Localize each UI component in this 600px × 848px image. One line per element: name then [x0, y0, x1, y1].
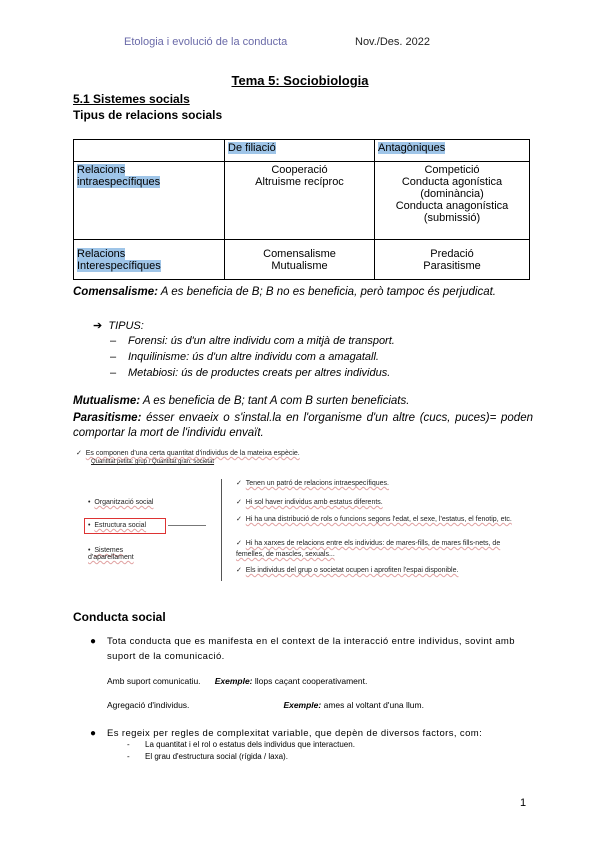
- page-number: 1: [520, 797, 527, 809]
- tipus-label: ➔ TIPUS:: [93, 320, 144, 332]
- figure-left-item: • Organització social: [88, 499, 154, 506]
- page-title: Tema 5: Sociobiologia: [231, 73, 369, 88]
- table-row-label: Relacions intraespecífiques: [74, 162, 225, 240]
- figure-right-item: ✓ Hi ha una distribució de rols o funcions segons l'edat, el sexe, l'estatus, el fenotip, etc.: [236, 516, 512, 523]
- table-col-header: De filiació: [225, 140, 375, 162]
- list-item: - El grau d'estructura social (rígida / laxa).: [127, 752, 288, 761]
- figure-right-item: ✓ Els individus del grup o societat ocupen i aprofiten l'espai disponible.: [236, 567, 459, 574]
- bullet-icon: ●: [90, 636, 97, 647]
- list-item: ● Tota conducta que es manifesta en el context de la interacció entre individus, sovint amb suport de la comunicació.: [90, 636, 515, 662]
- connector-line: [168, 525, 206, 526]
- table-header-row: [74, 140, 530, 162]
- figure-top-line: ✓ Es componen d'una certa quantitat d'individus de la mateixa espècie.: [76, 450, 300, 457]
- relations-table: [73, 139, 530, 280]
- header-course-title: Etologia i evolució de la conducta: [124, 36, 288, 48]
- list-item: – Metabiosi: ús de productes creats per altres individus.: [110, 367, 391, 379]
- comensalisme-definition: Comensalisme: A es beneficia de B; B no es beneficia, però tampoc és perjudicat.: [73, 286, 496, 298]
- list-item: – Inquilinisme: ús d'un altre individu com a amagatall.: [110, 351, 379, 363]
- example-line: Agregació d'individus. Exemple: ames al voltant d'una llum.: [107, 700, 424, 710]
- figure-left-item: • Estructura social: [88, 522, 147, 529]
- figure-right-item: ✓ Hi sol haver individus amb estatus diferents.: [236, 499, 383, 506]
- table-cell: Competició Conducta agonística (dominància) Conducta anagonística (submissió): [375, 162, 530, 240]
- table-col-header: Antagòniques: [375, 140, 530, 162]
- arrow-icon: ➔: [93, 320, 103, 332]
- table-row: [74, 162, 530, 240]
- subsection-heading: Tipus de relacions socials: [73, 108, 223, 122]
- bullet-icon: ●: [90, 728, 97, 739]
- table-corner-cell: [74, 140, 225, 162]
- section-heading: 5.1 Sistemes socials: [73, 92, 190, 106]
- figure-right-item: ✓ Hi ha xarxes de relacions entre els individus: de mares-fills, de mares fills-nets, de femelles, de mascles, sexuals...: [236, 540, 501, 558]
- figure-right-item: ✓ Tenen un patró de relacions intraespecífiques.: [236, 480, 389, 487]
- figure-left-item: • Sistemes d'aparellament: [88, 547, 134, 561]
- mutualisme-definition: Mutualisme: A es beneficia de B; tant A com B surten beneficiats.: [73, 395, 410, 407]
- conducta-heading: Conducta social: [73, 610, 166, 624]
- table-row: [74, 240, 530, 280]
- parasitisme-definition: Parasitisme: ésser envaeix o s'instal.la en l'organisme d'un altre (cucs, puces)= poden comportar la mort de l'individu envaït.: [73, 412, 533, 439]
- list-item: ● Es regeix per regles de complexitat variable, que depèn de diversos factors, com:: [90, 728, 483, 739]
- table-cell: Predació Parasitisme: [375, 240, 530, 280]
- check-icon: ✓: [76, 450, 82, 457]
- list-item: - La quantitat i el rol o estatus dels individus que interactuen.: [127, 740, 355, 749]
- header-date: Nov./Des. 2022: [355, 36, 431, 48]
- brace-line: [221, 479, 222, 581]
- example-line: Amb suport comunicatiu. Exemple: llops caçant cooperativament.: [107, 676, 368, 686]
- figure-top-sub: Quantitat petita: grup / Quantitat gran: societat: [91, 459, 215, 465]
- table-cell: Comensalisme Mutualisme: [225, 240, 375, 280]
- list-item: – Forensi: ús d'un altre individu com a mitjà de transport.: [110, 335, 395, 347]
- table-cell: Cooperació Altruisme recíproc: [225, 162, 375, 240]
- table-row-label: Relacions Interespecífiques: [74, 240, 225, 280]
- social-systems-figure: [76, 449, 526, 584]
